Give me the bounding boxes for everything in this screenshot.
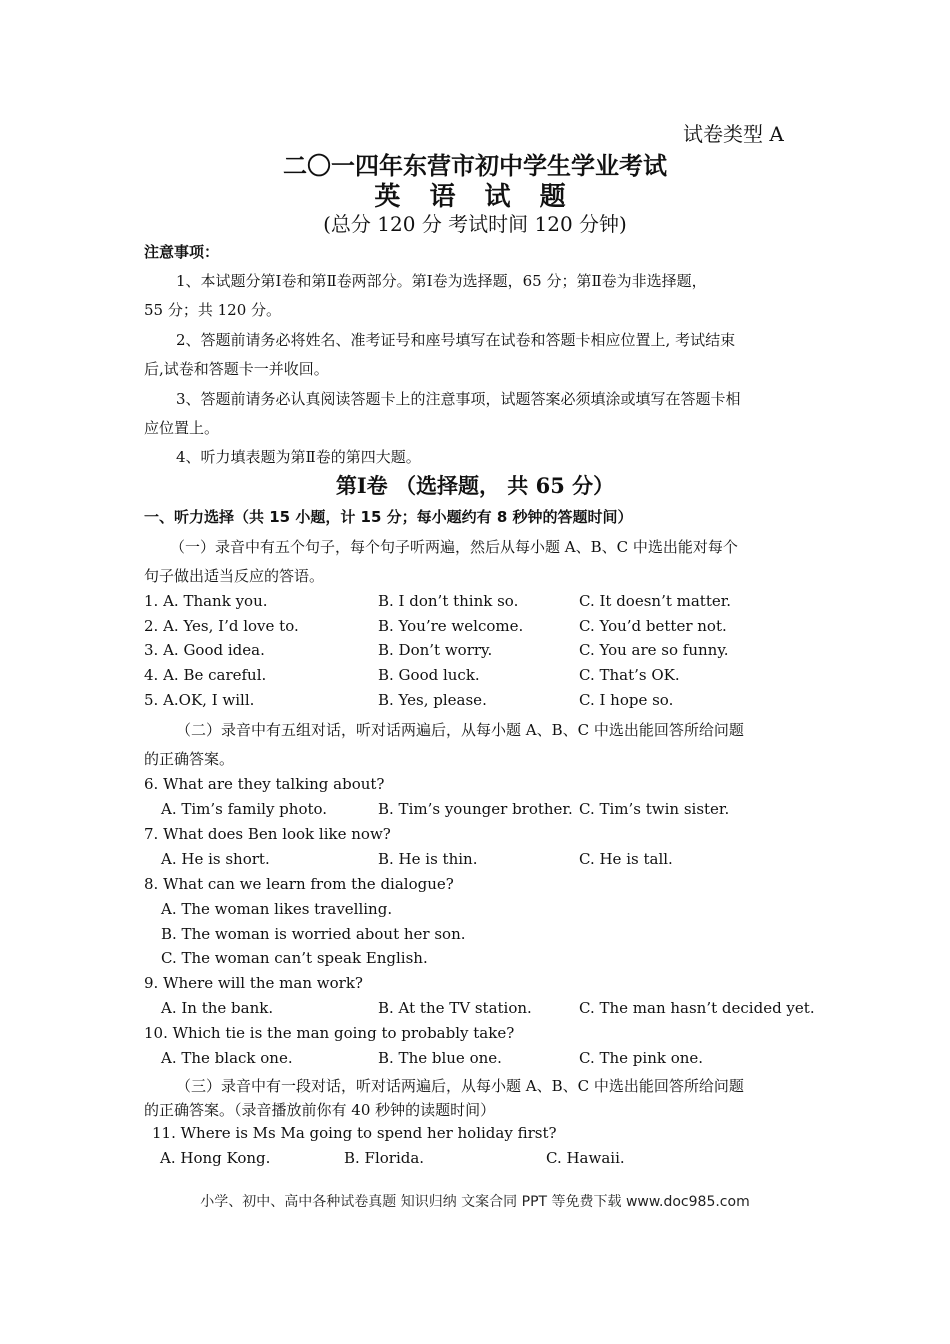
footer-watermark: 小学、初中、高中各种试卷真题 知识归纳 文案合同 PPT 等免费下载 www.doc985.com [200, 1194, 750, 1210]
exam-info: (总分 120 分 考试时间 120 分钟) [323, 212, 627, 236]
q2-option-c: C. You’d better not. [579, 617, 727, 635]
subsection-2-line-1: （二）录音中有五组对话，听对话两遍后，从每小题 A、B、C 中选出能回答所给问题 [176, 721, 744, 739]
q8-option-b: B. The woman is worried about her son. [161, 925, 466, 943]
q5-option-a: 5. A.OK, I will. [144, 691, 255, 709]
note-1-line-1: 1、本试题分第Ⅰ卷和第Ⅱ卷两部分。第Ⅰ卷为选择题，65 分；第Ⅱ卷为非选择题， [176, 272, 707, 290]
q10-option-a: A. The black one. [161, 1049, 293, 1067]
section-1-heading: 一、听力选择（共 15 小题，计 15 分；每小题约有 8 秒钟的答题时间） [144, 508, 633, 526]
subsection-3-line-1: （三）录音中有一段对话，听对话两遍后，从每小题 A、B、C 中选出能回答所给问题 [176, 1077, 744, 1095]
q6-question: 6. What are they talking about? [144, 775, 385, 793]
note-4: 4、听力填表题为第Ⅱ卷的第四大题。 [176, 448, 421, 466]
q9-question: 9. Where will the man work? [144, 974, 363, 992]
q8-option-a: A. The woman likes travelling. [161, 900, 393, 918]
subsection-2-line-2: 的正确答案。 [144, 750, 235, 768]
q3-option-c: C. You are so funny. [579, 641, 729, 659]
note-3-line-2: 应位置上。 [144, 419, 220, 437]
q2-option-b: B. You’re welcome. [378, 617, 524, 635]
q6-option-b: B. Tim’s younger brother. [378, 800, 573, 818]
subsection-1-line-2: 句子做出适当反应的答语。 [144, 567, 325, 585]
part-1-title: 第Ⅰ卷 （选择题， 共 65 分） [335, 473, 615, 498]
q2-option-a: 2. A. Yes, I’d love to. [144, 617, 299, 635]
q1-option-b: B. I don’t think so. [378, 592, 519, 610]
subsection-1-line-1: （一）录音中有五个句子，每个句子听两遍，然后从每小题 A、B、C 中选出能对每个 [170, 538, 738, 556]
paper-type: 试卷类型 A [683, 122, 784, 146]
q9-option-b: B. At the TV station. [378, 999, 532, 1017]
note-1-line-2: 55 分；共 120 分。 [144, 301, 282, 319]
q4-option-a: 4. A. Be careful. [144, 666, 267, 684]
note-2-line-2: 后,试卷和答题卡一并收回。 [144, 360, 329, 378]
q10-question: 10. Which tie is the man going to probably take? [144, 1024, 515, 1042]
q5-option-b: B. Yes, please. [378, 691, 487, 709]
q1-option-c: C. It doesn’t matter. [579, 592, 732, 610]
q9-option-a: A. In the bank. [161, 999, 274, 1017]
q7-option-b: B. He is thin. [378, 850, 478, 868]
q7-option-a: A. He is short. [161, 850, 270, 868]
subject-title: 英 语 试 题 [374, 182, 576, 212]
q8-question: 8. What can we learn from the dialogue? [144, 875, 454, 893]
exam-title: 二〇一四年东营市初中学生学业考试 [283, 152, 667, 180]
q10-option-b: B. The blue one. [378, 1049, 502, 1067]
q9-option-c: C. The man hasn’t decided yet. [579, 999, 815, 1017]
q3-option-b: B. Don’t worry. [378, 641, 493, 659]
q5-option-c: C. I hope so. [579, 691, 674, 709]
q6-option-c: C. Tim’s twin sister. [579, 800, 730, 818]
q3-option-a: 3. A. Good idea. [144, 641, 265, 659]
q11-option-b: B. Florida. [344, 1149, 425, 1167]
q7-option-c: C. He is tall. [579, 850, 673, 868]
q11-option-c: C. Hawaii. [546, 1149, 625, 1167]
notes-heading: 注意事项： [144, 243, 220, 261]
q8-option-c: C. The woman can’t speak English. [161, 949, 428, 967]
q4-option-c: C. That’s OK. [579, 666, 680, 684]
q11-question: 11. Where is Ms Ma going to spend her holiday first? [152, 1124, 557, 1142]
q1-option-a: 1. A. Thank you. [144, 592, 268, 610]
q6-option-a: A. Tim’s family photo. [161, 800, 328, 818]
note-3-line-1: 3、答题前请务必认真阅读答题卡上的注意事项，试题答案必须填涂或填写在答题卡相 [176, 390, 741, 408]
note-2-line-1: 2、答题前请务必将姓名、准考证号和座号填写在试卷和答题卡相应位置上, 考试结束 [176, 331, 736, 349]
q11-option-a: A. Hong Kong. [160, 1149, 271, 1167]
q10-option-c: C. The pink one. [579, 1049, 704, 1067]
q4-option-b: B. Good luck. [378, 666, 480, 684]
q7-question: 7. What does Ben look like now? [144, 825, 391, 843]
subsection-3-line-2: 的正确答案。（录音播放前你有 40 秒钟的读题时间） [144, 1101, 496, 1119]
